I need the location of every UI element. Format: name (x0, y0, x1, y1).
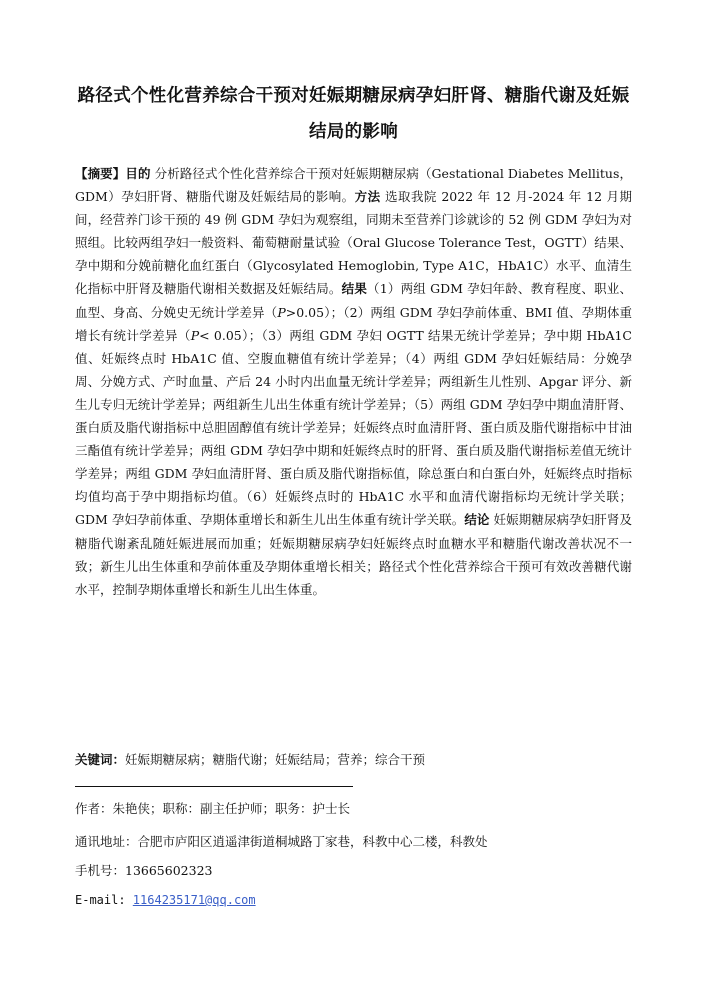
methods-text: 选取我院 2022 年 12 月-2024 年 12 月期间，经营养门诊干预的 49 例 GDM 孕妇为观察组，同期未至营养门诊就诊的 52 例 GDM 孕妇为对照组。比较两组孕妇一般资料、葡萄糖耐量试验（Oral Glucose Tolerance Test，OGTT）结果、孕中期和分娩前糖化血红蛋白（Glycosylated Hemoglobin, Type A1C，HbA1C）水平、血清生化指标中肝肾及糖脂代谢相关数据及妊娠结局。 (75, 189, 632, 297)
keywords-label: 关键词： (75, 752, 126, 767)
objective-text: 分析路径式个性化营养综合干预对妊娠期糖尿病（Gestational Diabetes Mellitus，GDM）孕妇肝肾、糖脂代谢及妊娠结局的影响。 (75, 166, 632, 205)
footnote-divider (75, 786, 353, 787)
keywords-text: 妊娠期糖尿病；糖脂代谢；妊娠结局；营养；综合干预 (125, 752, 426, 767)
email-label: E-mail: (75, 893, 133, 907)
email-link[interactable]: 1164235171@qq.com (132, 893, 256, 907)
paper-title: 路径式个性化营养综合干预对妊娠期糖尿病孕妇肝肾、糖脂代谢及妊娠结局的影响 (77, 86, 630, 142)
email-line (75, 890, 256, 910)
address-line: 通讯地址：合肥市庐阳区逍遥津街道桐城路丁家巷，科教中心二楼，科教处 (75, 834, 488, 849)
results-text-2: < 0.05）；（3）两组 GDM 孕妇 OGTT 结果无统计学差异；孕中期 HbA1C 值、妊娠终点时 HbA1C 值、空腹血糖值有统计学差异；（4）两组 GDM 孕妇妊娠结局：分娩孕周、分娩方式、产时血量、产后 24 小时内出血量无统计学差异；两组新生儿性别、Apgar 评分、新生儿专归无统计学差异；两组新生儿出生体重有统计学差异；（5）两组 GDM 孕妇孕中期血清肝肾、蛋白质及脂代谢指标中总胆固醇值有统计学差异；妊娠终点时血清肝肾、蛋白质及脂代谢指标中甘油三酯值有统计学差异；两组 GDM 孕妇孕中期和妊娠终点时的肝肾、蛋白质及脂代谢指标差值无统计学差异；两组 GDM 孕妇血清肝肾、蛋白质及脂代谢指标值，除总蛋白和白蛋白外，妊娠终点时指标均值均高于孕中期指标均值。（6）妊娠终点时的 HbA1C 水平和血清代谢指标均无统计学关联；GDM 孕妇孕前体重、孕期体重增长和新生儿出生体重有统计学关联。 (75, 327, 632, 528)
keywords (75, 749, 632, 771)
results-text-1b: >0.05）；（2）两组 GDM 孕妇孕前体重、BMI 值、孕期体重增长有统计学差异（ (75, 304, 632, 343)
conclusion-label: 结论 (464, 512, 490, 528)
abstract (75, 162, 632, 601)
phone-line: 手机号：13665602323 (75, 863, 213, 878)
results-label: 结果 (341, 281, 368, 297)
results-text-1: （1）两组 GDM 孕妇年龄、教育程度、职业、血型、身高、分娩史无统计学差异（ (75, 281, 632, 320)
abstract-label: 【摘要】 (75, 166, 126, 181)
p-value-symbol: P (277, 304, 286, 320)
p-value-symbol: P (190, 327, 200, 343)
methods-label: 方法 (354, 189, 381, 205)
objective-label: 目的 (125, 166, 151, 181)
author-line: 作者：朱艳侠；职称：副主任护师；职务：护士长 (75, 801, 351, 816)
conclusion-text: 妊娠期糖尿病孕妇肝肾及糖脂代谢紊乱随妊娠进展而加重；妊娠期糖尿病孕妇妊娠终点时血糖水平和糖脂代谢改善状况不一致；新生儿出生体重和孕前体重及孕期体重增长相关；路径式个性化营养综合干预可有效改善糖代谢水平，控制孕期体重增长和新生儿出生体重。 (75, 512, 632, 597)
